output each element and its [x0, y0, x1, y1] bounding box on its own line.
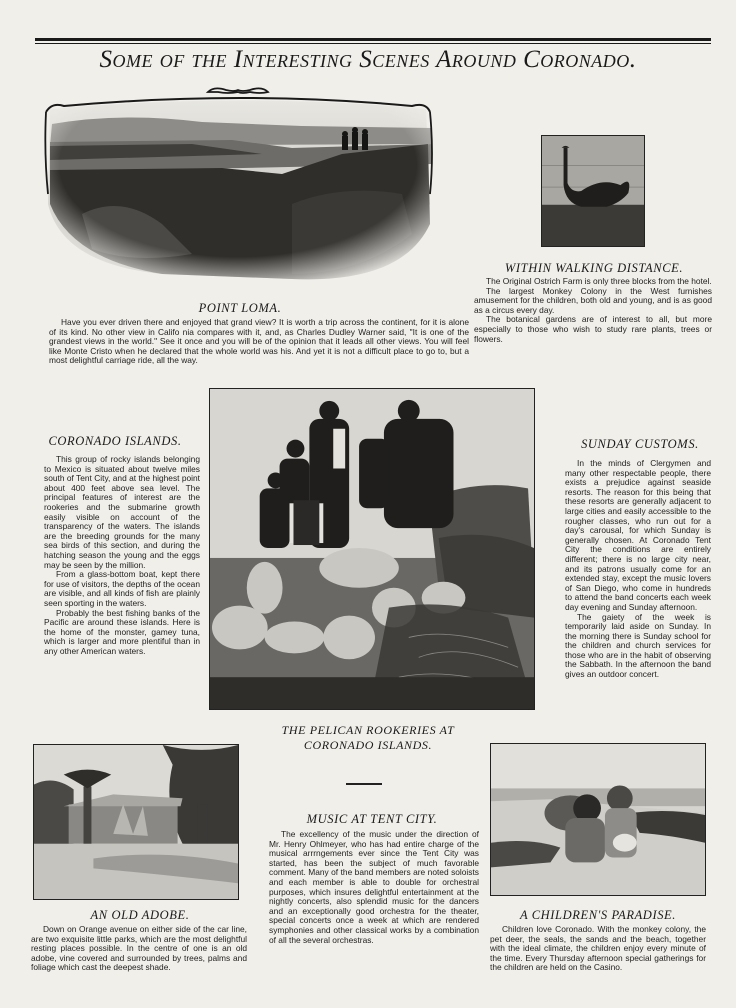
- pelican-caption-line-1: THE PELICAN ROOKERIES AT: [281, 723, 455, 737]
- adobe-paragraph: Down on Orange avenue on either side of the car line, are two exquisite little parks, which are the most delightful resting places possible. In the centre of one is an old adobe, vine covered and surrounded by trees, palms and foliage which cast the deepest shade.: [31, 924, 247, 973]
- point-loma-photo: [42, 84, 434, 286]
- music-text: [269, 830, 479, 945]
- islands-paragraph: From a glass-bottom boat, kept there for use of visitors, the depths of the ocean are visible, and all kinds of fish are plainly seen sporting in the waters.: [44, 569, 200, 608]
- islands-paragraph: Probably the best fishing banks of the Pacific are around these islands. Here is the home of the monster, gamey tuna, which is larger and more plentiful than in any other American waters.: [44, 607, 200, 656]
- coronado-islands-heading: CORONADO ISLANDS.: [48, 434, 182, 448]
- walking-paragraph: The largest Monkey Colony in the West furnishes amusement for the children, both old and young, and is as good as a circus every day.: [474, 285, 712, 315]
- pelican-rookeries-photo: [209, 388, 535, 710]
- childrens-paradise-heading: A CHILDREN'S PARADISE.: [519, 908, 677, 922]
- music-paragraph: The excellency of the music under the direction of Mr. Henry Ohlmeyer, who has had entire charge of the musical arrrngements ever since the Tent City was started, has been the subject of much favorable comment. Many of the band members are noted soloists and each member is able to double for orchestral purposes, which insures delightful entertainment at the nightly concerts, also splendid music for the dancers and an exceptionally good orchestra for the theater, special concerts once a week at which are rendered symphonies and other classical works by a combination of all the several orchestras.: [269, 829, 479, 945]
- childrens-paradise-text: [490, 925, 706, 973]
- childrens-paradise-photo: [490, 743, 706, 896]
- walking-distance-heading: WITHIN WALKING DISTANCE.: [504, 261, 684, 275]
- children-paragraph: Children love Coronado. With the monkey colony, the pet deer, the seals, the sands and the beach, together with the ideal climate, the children enjoy every minute of the time. Every Thursday afternoon special gatherings for the children are held on the Casino.: [490, 924, 706, 973]
- old-adobe-text: [31, 925, 247, 973]
- old-adobe-photo: [33, 744, 239, 900]
- point-loma-heading: POINT LOMA.: [198, 301, 282, 315]
- page-title: Some of the Interesting Scenes Around Coronado.: [99, 46, 637, 73]
- sunday-paragraph: In the minds of Clergymen and many other respectable people, there exists a prejudice against seaside resorts. The reason for this being that these resorts are generally adjacent to large cities and easily accessible to the rougher classes, who run out for a day's carousal, for which Sunday is generally chosen. At Coronado Tent City the conditions are entirely different; there is no large city near, and its patrons usually come for an extended stay, except the music lovers of San Diego, who come in hundreds to attend the band concerts each week day evening and Sunday afternoon.: [565, 458, 711, 612]
- music-heading: MUSIC AT TENT CITY.: [306, 812, 438, 826]
- sunday-customs-heading: SUNDAY CUSTOMS.: [581, 437, 699, 451]
- islands-paragraph: This group of rocky islands belonging to Mexico is situated about twelve miles south of Tent City, and at the highest point about 400 feet above sea level. The principal features of interest are the rookeries and the submarine growth easily visible on account of the transparency of the waters. The islands are the breeding grounds for the many sea birds of this section, and during the hatching season the young and the eggs may be seen by the million.: [44, 454, 200, 570]
- sunday-customs-text: [565, 459, 711, 680]
- ostrich-photo: [541, 135, 645, 247]
- walking-paragraph: The Original Ostrich Farm is only three blocks from the hotel.: [486, 276, 712, 286]
- walking-distance-text: [474, 277, 712, 344]
- header-rule-thin: [35, 43, 711, 44]
- pelican-caption: [240, 723, 496, 753]
- coronado-islands-text: [44, 455, 200, 656]
- pelican-caption-line-2: CORONADO ISLANDS.: [303, 738, 433, 752]
- old-adobe-heading: AN OLD ADOBE.: [90, 908, 190, 922]
- walking-paragraph: The botanical gardens are of interest to all, but more especially to those who wish to study rare plants, trees or flowers.: [474, 314, 712, 344]
- header-rule-thick: [35, 38, 711, 41]
- point-loma-paragraph: Have you ever driven there and enjoyed that grand view? It is worth a trip across the continent, for it is alone of its kind. No other view in Califo nia compares with it, and, as Charles Dudley Warner said, "It is one of the grandest views in the world." See it once and you will be of the opinion that it leads all other views. You will feel like Monte Cristo when he declared that the whole world was his. And yet it is not a difficult place to go to, but a most delightful carriage ride, all the way.: [49, 317, 469, 366]
- point-loma-text: [49, 318, 469, 366]
- sunday-paragraph: The gaiety of the week is temporarily laid aside on Sunday. In the morning there is Sunday school for the children and church services for those who are in the habit of observing the Sabbath. In the afternoon the band gives an outdoor concert.: [565, 611, 711, 680]
- caption-divider: [346, 783, 382, 785]
